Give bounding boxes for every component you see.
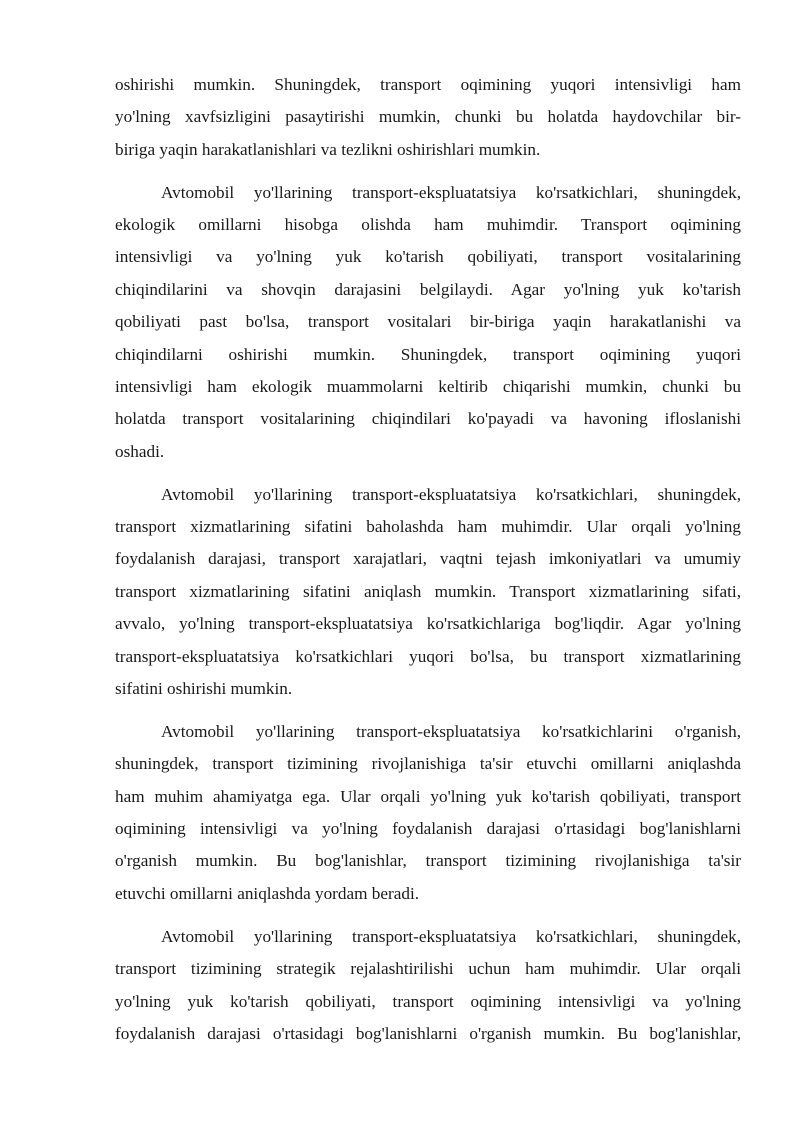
text-line: foydalanish darajasi o'rtasidagi bog'lanishlarni o'rganish mumkin. Bu bog'lanishlar, <box>115 1023 741 1043</box>
text-line: intensivligi va yo'lning yuk ko'tarish qobiliyati, transport vositalarining <box>115 247 741 267</box>
text-line: transport-ekspluatatsiya ko'rsatkichlari yuqori bo'lsa, bu transport xizmatlarining <box>115 646 741 666</box>
text-line: yo'lning xavfsizligini pasaytirishi mumkin, chunki bu holatda haydovchilar bir- <box>115 107 741 127</box>
text-line: etuvchi omillarni aniqlashda yordam beradi. <box>115 883 420 903</box>
text-line: transport xizmatlarining sifatini aniqlash mumkin. Transport xizmatlarining sifati, <box>115 581 741 601</box>
text-line: transport xizmatlarining sifatini baholashda ham muhimdir. Ular orqali yo'lning <box>115 517 741 537</box>
body-text <box>115 69 741 1050</box>
text-line: transport tizimining strategik rejalashtirilishi uchun ham muhimdir. Ular orqali <box>115 959 741 979</box>
text-line: foydalanish darajasi, transport xarajatlari, vaqtni tejash imkoniyatlari va umumiy <box>115 549 741 569</box>
text-line: oshirishi mumkin. Shuningdek, transport oqimining yuqori intensivligi ham <box>115 75 741 94</box>
text-line: chiqindilarni oshirishi mumkin. Shuningdek, transport oqimining yuqori <box>115 344 741 364</box>
text-line: Avtomobil yo'llarining transport-ekspluatatsiya ko'rsatkichlari, shuningdek, <box>161 484 741 504</box>
text-line: Avtomobil yo'llarining transport-ekspluatatsiya ko'rsatkichlari, shuningdek, <box>161 182 741 202</box>
text-line: o'rganish mumkin. Bu bog'lanishlar, transport tizimining rivojlanishiga ta'sir <box>115 851 741 871</box>
text-line: sifatini oshirishi mumkin. <box>115 679 293 699</box>
paragraph <box>115 69 741 166</box>
text-line: Avtomobil yo'llarining transport-ekspluatatsiya ko'rsatkichlarini o'rganish, <box>161 721 741 741</box>
text-line: shuningdek, transport tizimining rivojlanishiga ta'sir etuvchi omillarni aniqlashda <box>115 754 741 774</box>
text-line: avvalo, yo'lning transport-ekspluatatsiya ko'rsatkichlariga bog'liqdir. Agar yo'lning <box>115 614 741 634</box>
text-line: Avtomobil yo'llarining transport-ekspluatatsiya ko'rsatkichlari, shuningdek, <box>161 926 741 946</box>
text-line: qobiliyati past bo'lsa, transport vositalari bir-biriga yaqin harakatlanishi va <box>115 312 741 332</box>
text-line: chiqindilarini va shovqin darajasini belgilaydi. Agar yo'lning yuk ko'tarish <box>115 279 741 299</box>
text-line: biriga yaqin harakatlanishlari va tezlikni oshirishlari mumkin. <box>115 139 541 159</box>
text-line: ekologik omillarni hisobga olishda ham muhimdir. Transport oqimining <box>115 215 741 235</box>
paragraph <box>115 479 741 706</box>
text-line: ham muhim ahamiyatga ega. Ular orqali yo'lning yuk ko'tarish qobiliyati, transport <box>115 786 741 806</box>
text-line: intensivligi ham ekologik muammolarni keltirib chiqarishi mumkin, chunki bu <box>115 377 741 397</box>
paragraph <box>115 177 741 469</box>
text-line: yo'lning yuk ko'tarish qobiliyati, transport oqimining intensivligi va yo'lning <box>115 991 741 1011</box>
paragraph <box>115 716 741 910</box>
text-line: holatda transport vositalarining chiqindilari ko'payadi va havoning ifloslanishi <box>115 409 741 429</box>
text-line: oqimining intensivligi va yo'lning foydalanish darajasi o'rtasidagi bog'lanishlarni <box>115 819 741 839</box>
text-line: oshadi. <box>115 441 165 461</box>
paragraph <box>115 921 741 1051</box>
